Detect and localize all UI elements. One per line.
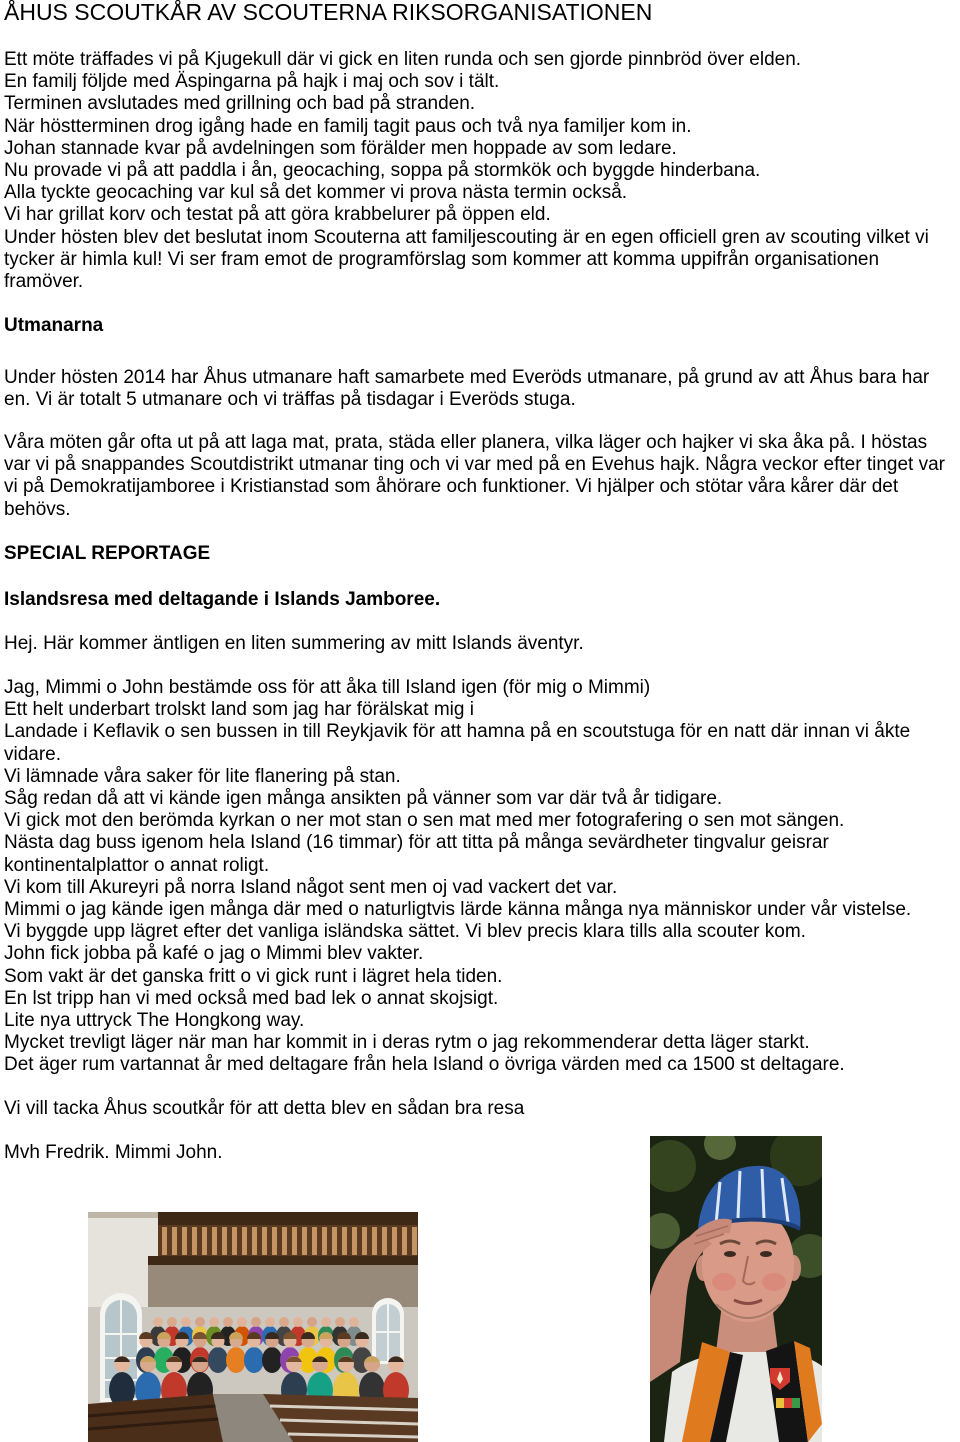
text-line: John fick jobba på kafé o jag o Mimmi blev vakter. bbox=[4, 943, 424, 965]
family-section bbox=[4, 49, 929, 293]
text-line: Terminen avslutades med grillning och bad på stranden. bbox=[4, 93, 476, 115]
text-line: kontinentalplattor o annat roligt. bbox=[4, 854, 270, 876]
right-window bbox=[372, 1298, 404, 1364]
text-line: Under hösten 2014 har Åhus utmanare haft samarbete med Everöds utmanare, på grund av att Åhus bara har bbox=[4, 367, 930, 388]
text-line: Ett helt underbart trolskt land som jag har förälskat mig i bbox=[4, 699, 474, 721]
text-line: framöver. bbox=[4, 271, 84, 293]
text-line: Vi gick mot den berömda kyrkan o ner mot stan o sen mat med mer fotografering o sen mot sängen. bbox=[4, 810, 845, 832]
text-line: en. Vi är totalt 5 utmanare och vi träffas på tisdagar i Everöds stuga. bbox=[4, 389, 576, 411]
text-line: Som vakt är det ganska fritt o vi gick runt i lägret hela tiden. bbox=[4, 965, 503, 987]
greeting-line: Hej. Här kommer äntligen en liten summering av mitt Islands äventyr. bbox=[4, 633, 584, 654]
utmanarna-heading: Utmanarna bbox=[4, 315, 104, 336]
text-line: vi på Demokratijamboree i Kristianstad som åhörare och funktioner. Vi hjälper och stötar våra kårer där det bbox=[4, 476, 899, 498]
text-line: Vi lämnade våra saker för lite flanering på stan. bbox=[4, 765, 401, 787]
text-line: var vi på snappandes Scoutdistrikt utmanar ting och vi var med på en Evehus hajk. Några veckor efter tinget var bbox=[4, 454, 945, 476]
text-line: Såg redan då att vi kände igen många ansikten på vänner som var där två år tidigare. bbox=[4, 788, 723, 810]
thanks-line: Vi vill tacka Åhus scoutkår för att detta blev en sådan bra resa bbox=[4, 1098, 525, 1119]
church-pews bbox=[88, 1394, 418, 1442]
iceland-story bbox=[4, 677, 911, 1077]
text-line: Landade i Keflavik o sen bussen in till Reykjavik för att hamna på en scoutstuga för en natt där innan vi åkte bbox=[4, 721, 911, 743]
page-title: ÅHUS SCOUTKÅR AV SCOUTERNA RIKSORGANISATIONEN bbox=[4, 0, 653, 25]
text-line: En lst tripp han vi med också med bad lek o annat skojsigt. bbox=[4, 987, 499, 1009]
text-line: Vi kom till Akureyri på norra Island något sent men oj vad vackert det var. bbox=[4, 876, 618, 898]
wooden-balcony bbox=[148, 1212, 418, 1307]
text-line: Johan stannade kvar på avdelningen som förälder men hoppade av som ledare. bbox=[4, 137, 677, 159]
text-line: Vi byggde upp lägret efter det vanliga isländska sättet. Vi blev precis klara tills alla scouter kom. bbox=[4, 921, 806, 943]
text-line: Det äger rum vartannat år med deltagare från hela Island o övriga värden med ca 1500 st deltagare. bbox=[4, 1054, 845, 1076]
utmanarna-paragraph-2 bbox=[4, 432, 945, 521]
text-line: När höstterminen drog igång hade en familj tagit paus och två nya familjer kom in. bbox=[4, 115, 692, 137]
text-line: tycker är himla kul! Vi ser fram emot de programförslag som kommer att komma uppifrån organisationen bbox=[4, 248, 880, 270]
text-line: Mycket trevligt läger när man har kommit in i deras rytm o jag rekommenderar detta läger starkt. bbox=[4, 1032, 810, 1054]
iceland-trip-heading: Islandsresa med deltagande i Islands Jamboree. bbox=[4, 589, 441, 610]
church-group-photo bbox=[88, 1212, 418, 1442]
text-line: Mimmi o jag kände igen många där med o naturligtvis lärde känna många nya människor under vår vistelse. bbox=[4, 899, 912, 921]
text-line: Lite nya uttryck The Hongkong way. bbox=[4, 1010, 305, 1032]
text-line: Nästa dag buss igenom hela Island (16 timmar) för att titta på många sevärdheter tingvalur geisrar bbox=[4, 832, 829, 854]
text-line: Ett möte träffades vi på Kjugekull där vi gick en liten runda och sen gjorde pinnbröd över elden. bbox=[4, 49, 802, 70]
text-line: En familj följde med Äspingarna på hajk i maj och sov i tält. bbox=[4, 71, 500, 93]
text-line: Nu provade vi på att paddla i ån, geocaching, soppa på stormkök och byggde hinderbana. bbox=[4, 160, 761, 182]
special-report-heading: SPECIAL REPORTAGE bbox=[4, 543, 211, 564]
utmanarna-paragraph-1 bbox=[4, 367, 929, 411]
text-line: vidare. bbox=[4, 743, 62, 765]
text-line: Vi har grillat korv och testat på att göra krabbelurer på öppen eld. bbox=[4, 204, 551, 226]
text-line: Jag, Mimmi o John bestämde oss för att åka till Island igen (för mig o Mimmi) bbox=[4, 677, 651, 698]
signature-line: Mvh Fredrik. Mimmi John. bbox=[4, 1142, 223, 1163]
text-line: Alla tyckte geocaching var kul så det kommer vi prova nästa termin också. bbox=[4, 182, 628, 204]
text-line: Våra möten går ofta ut på att laga mat, prata, städa eller planera, vilka läger och hajker vi ska åka på. I höstas bbox=[4, 432, 928, 453]
scout-portrait-photo bbox=[650, 1136, 822, 1442]
text-line: behövs. bbox=[4, 498, 71, 520]
text-line: Under hösten blev det beslutat inom Scouterna att familjescouting är en egen officiell gren av scouting vilket vi bbox=[4, 226, 929, 248]
